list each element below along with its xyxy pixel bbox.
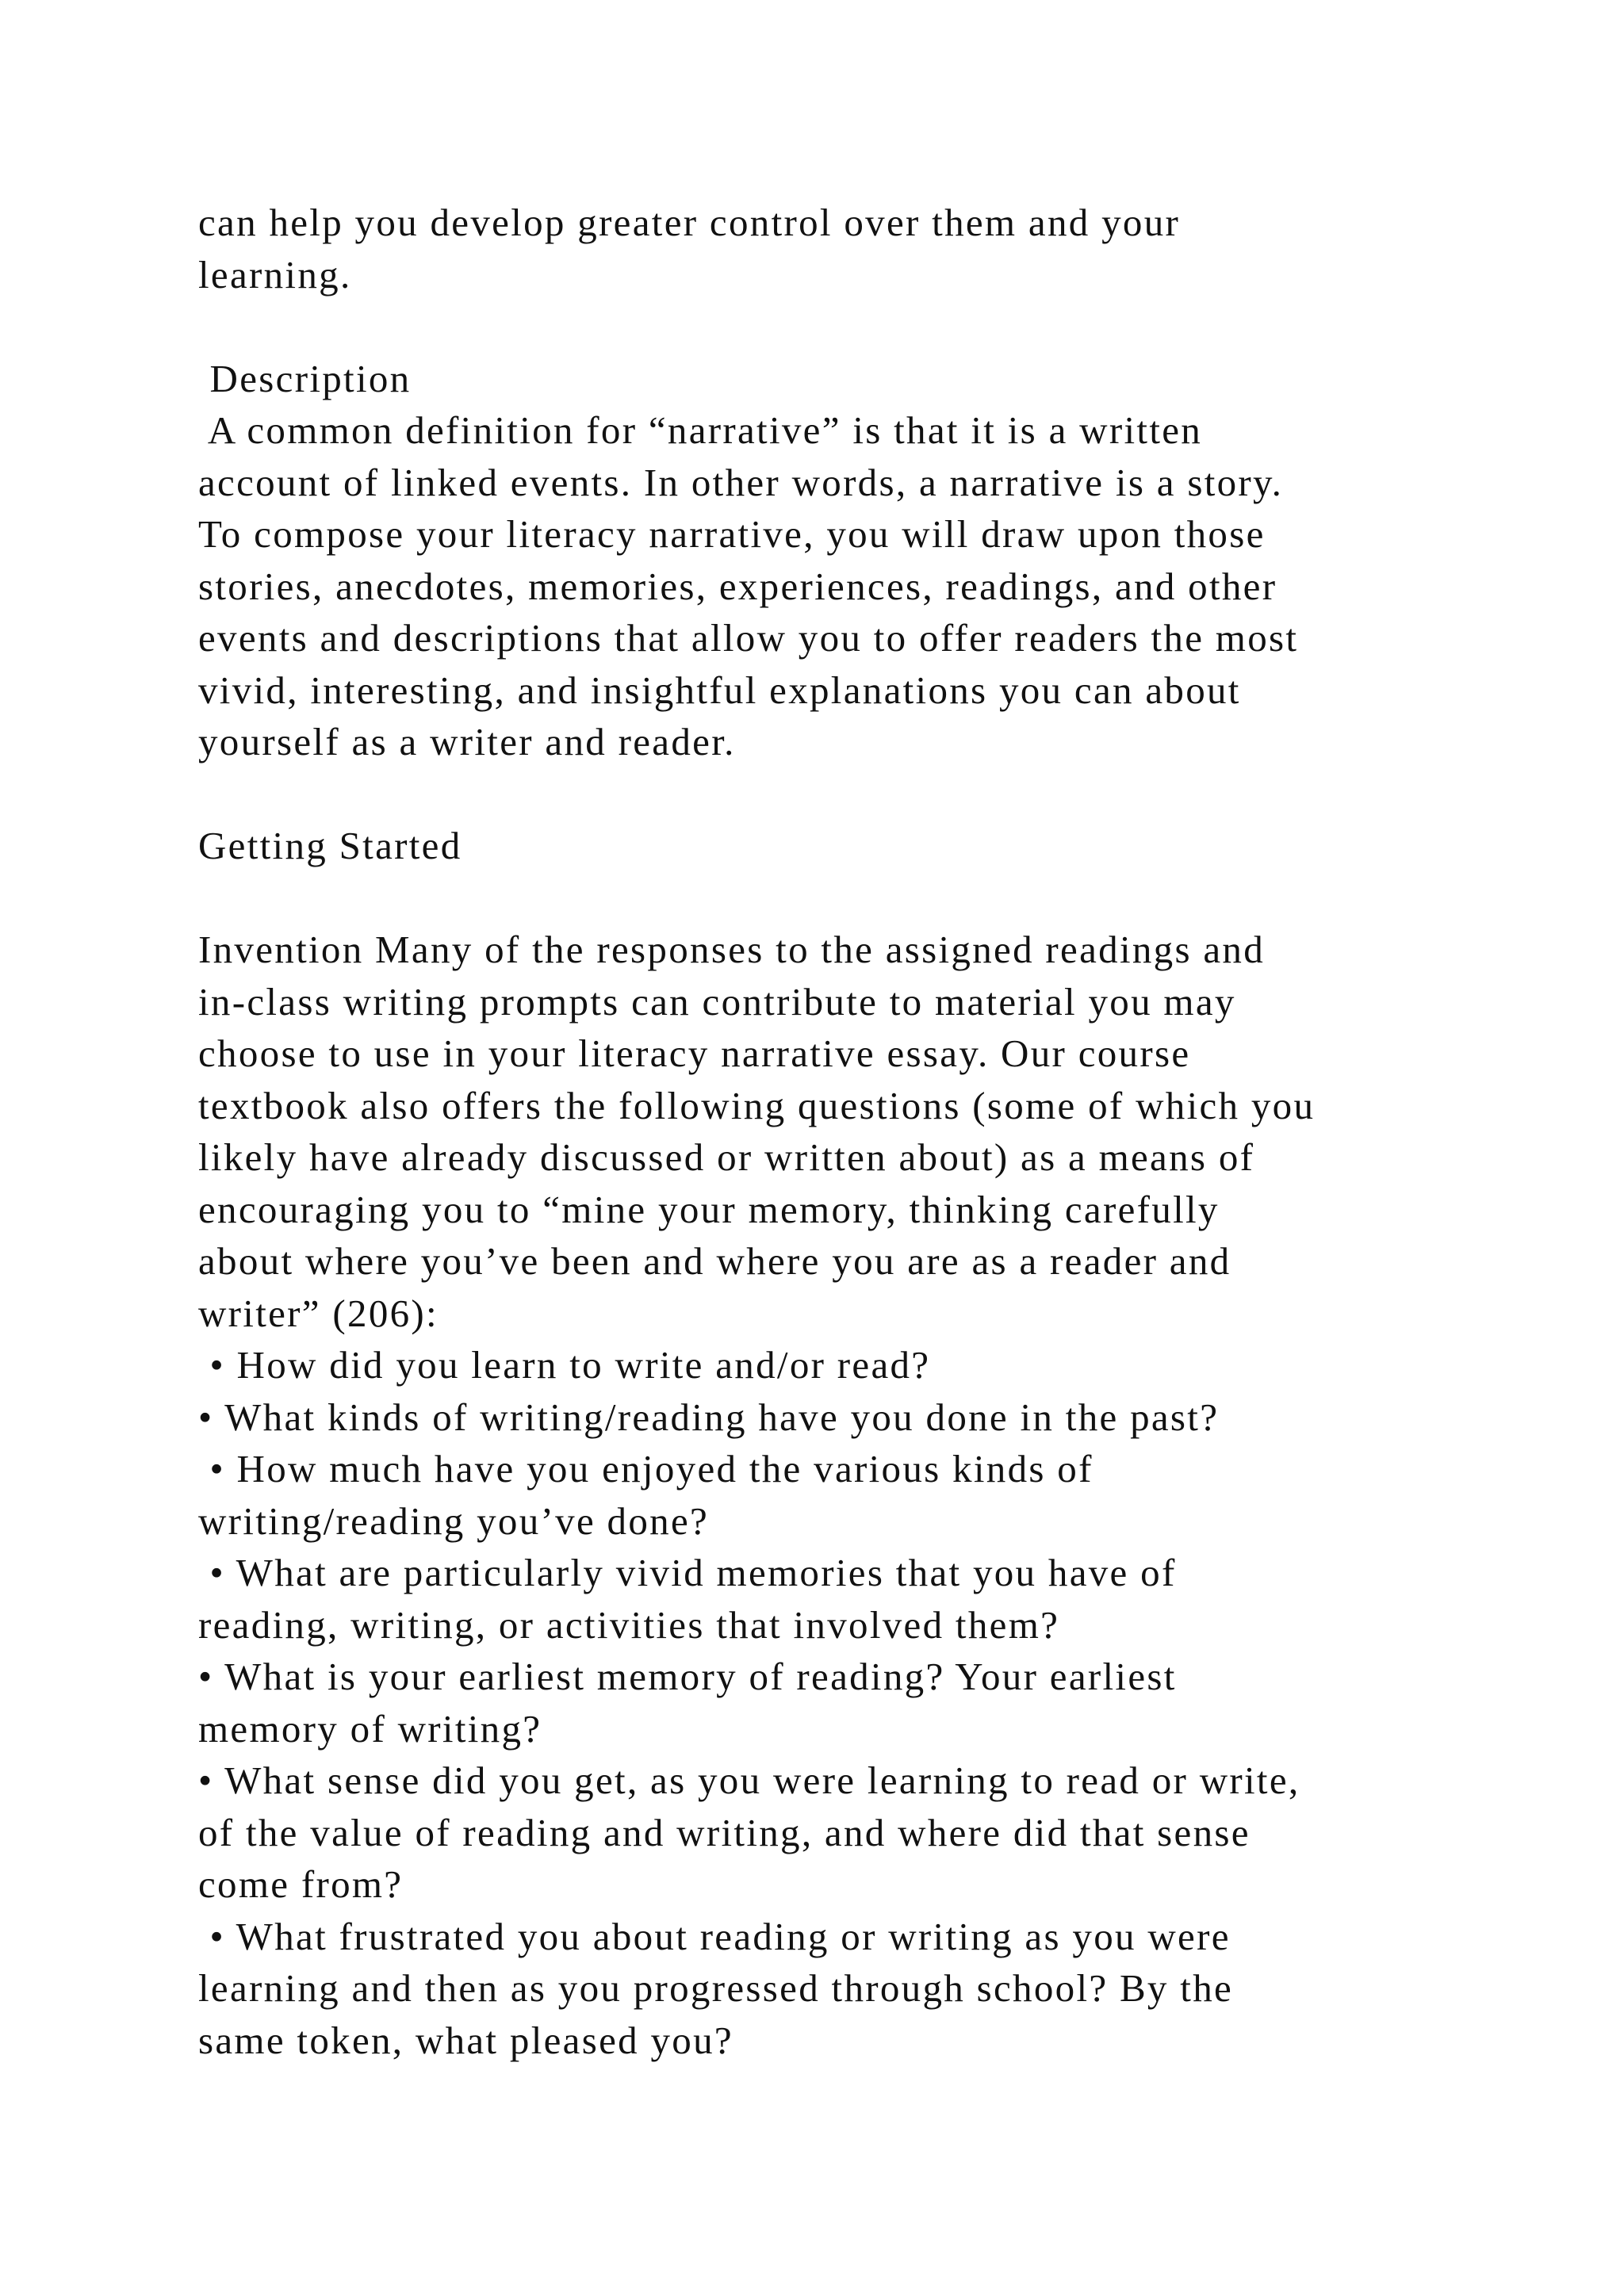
bullet-item: • How much have you enjoyed the various kinds of bbox=[198, 1447, 1094, 1490]
description-line: vivid, interesting, and insightful explanations you can about bbox=[198, 668, 1241, 712]
section-heading-getting-started: Getting Started bbox=[198, 824, 462, 867]
description-line: A common definition for “narrative” is that it is a written bbox=[198, 408, 1203, 452]
invention-line: choose to use in your literacy narrative essay. Our course bbox=[198, 1031, 1191, 1075]
bullet-item: • How did you learn to write and/or read? bbox=[198, 1343, 931, 1387]
bullet-item: • What kinds of writing/reading have you done in the past? bbox=[198, 1395, 1220, 1439]
description-line: account of linked events. In other words, a narrative is a story. bbox=[198, 460, 1284, 504]
paragraph-spacer bbox=[198, 300, 1546, 353]
bullet-item-continuation: of the value of reading and writing, and where did that sense bbox=[198, 1810, 1251, 1854]
invention-line: in-class writing prompts can contribute to material you may bbox=[198, 979, 1236, 1024]
invention-line: Invention Many of the responses to the assigned readings and bbox=[198, 928, 1266, 971]
intro-line: learning. bbox=[198, 252, 352, 297]
description-line: stories, anecdotes, memories, experiences, readings, and other bbox=[198, 564, 1277, 608]
invention-line: about where you’ve been and where you are as a reader and bbox=[198, 1239, 1231, 1283]
invention-line: likely have already discussed or written about) as a means of bbox=[198, 1135, 1255, 1179]
intro-line: can help you develop greater control over them and your bbox=[198, 201, 1181, 244]
bullet-item: • What frustrated you about reading or writing as you were bbox=[198, 1914, 1231, 1958]
bullet-item-continuation: come from? bbox=[198, 1862, 404, 1906]
invention-line: textbook also offers the following questions (some of which you bbox=[198, 1083, 1316, 1127]
invention-line: writer” (206): bbox=[198, 1291, 439, 1335]
section-heading-description: Description bbox=[198, 356, 412, 400]
bullet-item-continuation: learning and then as you progressed through school? By the bbox=[198, 1966, 1234, 2010]
bullet-item-continuation: writing/reading you’ve done? bbox=[198, 1498, 710, 1543]
paragraph-spacer bbox=[198, 872, 1546, 924]
invention-line: encouraging you to “mine your memory, thinking carefully bbox=[198, 1187, 1220, 1231]
paragraph-spacer bbox=[198, 768, 1546, 821]
bullet-item-continuation: memory of writing? bbox=[198, 1706, 542, 1751]
description-line: events and descriptions that allow you to offer readers the most bbox=[198, 616, 1299, 660]
bullet-item-continuation: same token, what pleased you? bbox=[198, 2018, 733, 2062]
description-line: yourself as a writer and reader. bbox=[198, 720, 736, 763]
bullet-item: • What sense did you get, as you were learning to read or write, bbox=[198, 1758, 1300, 1802]
document-body bbox=[198, 197, 1546, 2066]
bullet-item: • What is your earliest memory of reading? Your earliest bbox=[198, 1655, 1177, 1698]
bullet-item: • What are particularly vivid memories that you have of bbox=[198, 1551, 1177, 1594]
description-line: To compose your literacy narrative, you will draw upon those bbox=[198, 512, 1266, 556]
bullet-item-continuation: reading, writing, or activities that involved them? bbox=[198, 1602, 1060, 1647]
